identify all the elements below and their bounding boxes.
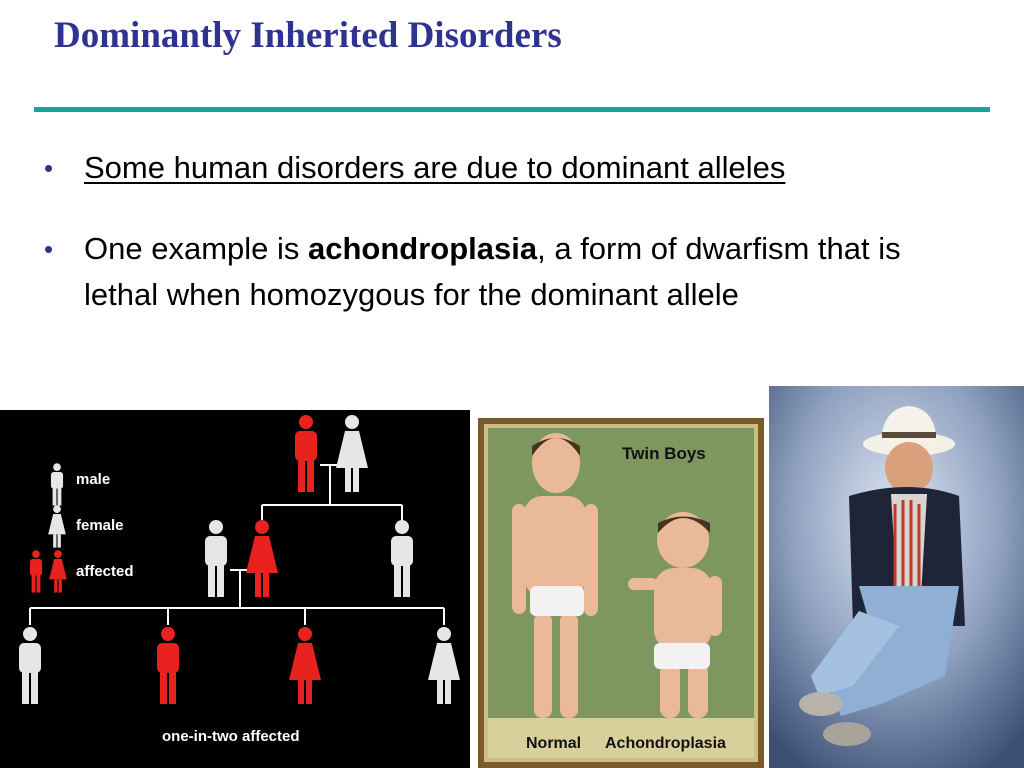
twins-label-normal: Normal [526,735,582,752]
pedigree-diagram [0,410,470,768]
bullet-text: Some human disorders are due to dominant alleles [84,150,786,185]
legend-affected-label: affected [76,563,134,580]
twins-heading: Twin Boys [622,444,706,463]
affected-female-icon [246,520,278,597]
legend-female-icon [48,505,66,547]
twins-label-achondroplasia: Achondroplasia [605,735,726,752]
twin-boys-photo [478,418,764,768]
pedigree-lines [30,465,444,625]
bullet-dot-icon: • [44,153,54,183]
male-icon [19,627,41,704]
affected-male-icon [157,627,179,704]
legend-affected-female-icon [49,550,67,592]
female-icon [428,627,460,704]
portrait-photo [769,386,1024,768]
legend-male-label: male [76,471,111,488]
female-icon [336,415,368,492]
title-divider [34,107,990,112]
legend-male-icon [51,463,63,505]
slide-title: Dominantly Inherited Disorders [54,15,562,56]
bullet-list [42,145,972,353]
affected-male-icon [295,415,317,492]
pedigree-caption: one-in-two affected [162,728,300,745]
bullet-dot-icon: • [44,234,54,264]
bullet-item [42,226,972,318]
bullet-item [42,145,972,191]
bullet-term: achondroplasia [308,231,538,266]
affected-female-icon [289,627,321,704]
bullet-text-suffix: , a form of dwarfism that is lethal when homozygous for the dominant allele [84,231,901,312]
legend-affected-male-icon [30,550,42,592]
male-icon [391,520,413,597]
male-icon [205,520,227,597]
legend-female-label: female [76,517,124,534]
bullet-text-prefix: One example is [84,231,308,266]
